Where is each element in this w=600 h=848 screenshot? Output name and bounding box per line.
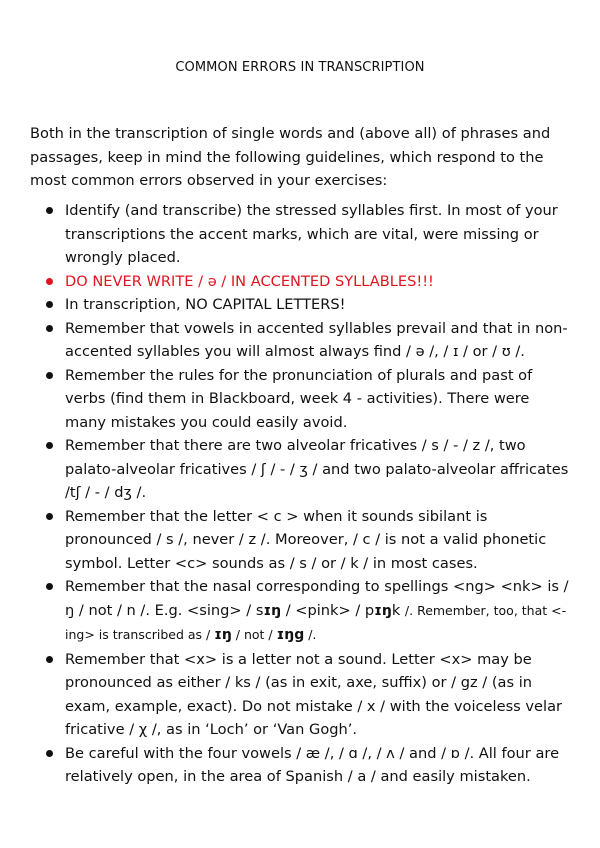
list-item xyxy=(0,648,600,742)
ipa-symbol: ɪŋ xyxy=(214,627,232,643)
bullet-icon xyxy=(46,750,53,757)
list-item-small-text: /. Remember, too, that <-ing> is transcribed as / xyxy=(65,602,567,642)
list-item xyxy=(0,317,600,364)
bullet-icon xyxy=(46,513,53,520)
list-item-text: Remember that vowels in accented syllables prevail and that in non-accented syllables you will almost always find / ə /, / ɪ / or / ʊ /. xyxy=(65,319,568,360)
list-item xyxy=(0,742,600,789)
list-item xyxy=(0,505,600,576)
list-item-small-text: /. xyxy=(304,627,317,642)
guidelines-list xyxy=(0,199,600,789)
list-item xyxy=(0,199,600,270)
list-item-text: Remember the rules for the pronunciation of plurals and past of verbs (find them in Blackboard, week 4 - activities). There were many mistakes you could easily avoid. xyxy=(65,366,533,431)
ipa-symbol: ɪŋ xyxy=(263,602,282,619)
list-item xyxy=(0,293,600,317)
bullet-icon xyxy=(46,442,53,449)
list-item-text: Be careful with the four vowels / æ /, / ɑ /, / ʌ / and / ɒ /. All four are relatively open, in the area of Spanish / a / and easily mistaken. xyxy=(65,744,560,785)
bullet-icon xyxy=(46,583,53,590)
intro-paragraph: Both in the transcription of single words and (above all) of phrases and passages, keep in mind the following guidelines, which respond to the most common errors observed in your exercises: xyxy=(30,125,551,189)
list-item xyxy=(0,364,600,435)
ipa-symbol: ɪŋg xyxy=(276,627,305,643)
list-item xyxy=(0,434,600,505)
list-item-text: / <pink> / p xyxy=(281,601,375,619)
bullet-icon xyxy=(46,301,53,308)
ipa-symbol: ɪŋ xyxy=(374,602,392,619)
list-item-text: Remember that <x> is a letter not a sound. Letter <x> may be pronounced as either / ks / (as in exit, axe, suffix) or / gz / (as in exam, example, exact). Do not mistake / x / with the voiceless velar fricative / χ /, as in ‘Loch’ or ‘Van Gogh’. xyxy=(65,650,563,738)
list-item-text: Identify (and transcribe) the stressed syllables first. In most of your transcriptions the accent marks, which are vital, were missing or wrongly placed. xyxy=(65,202,558,266)
bullet-icon xyxy=(46,656,53,663)
list-item-text: In transcription, NO CAPITAL LETTERS! xyxy=(65,296,346,313)
bullet-icon xyxy=(46,372,53,379)
list-item-text: Remember that the letter < c > when it sounds sibilant is pronounced / s /, never / z /. Moreover, / c / is not a valid phonetic symbol. Letter <c> sounds as / s / or / k / in most cases. xyxy=(65,507,547,572)
bullet-icon xyxy=(46,207,53,214)
list-item-text: DO NEVER WRITE / ə / IN ACCENTED SYLLABLES!!! xyxy=(65,272,434,290)
list-item-text: k xyxy=(391,601,405,619)
bullet-icon xyxy=(46,278,53,285)
page-title: COMMON ERRORS IN TRANSCRIPTION xyxy=(175,60,425,75)
list-item-text: Remember that the nasal corresponding to spellings <ng> <nk> is / ŋ / not / n /. E.g. <sing> / s xyxy=(65,578,569,619)
bullet-icon xyxy=(46,325,53,332)
list-item-text: Remember that there are two alveolar fricatives / s / - / z /, two palato-alveolar fricatives / ʃ / - / ʒ / and two palato-alveolar affricates /tʃ / - / dʒ /. xyxy=(65,437,569,501)
list-item-warning xyxy=(0,270,600,294)
list-item-nasal xyxy=(0,575,600,648)
list-item-small-text: / not / xyxy=(231,627,277,642)
